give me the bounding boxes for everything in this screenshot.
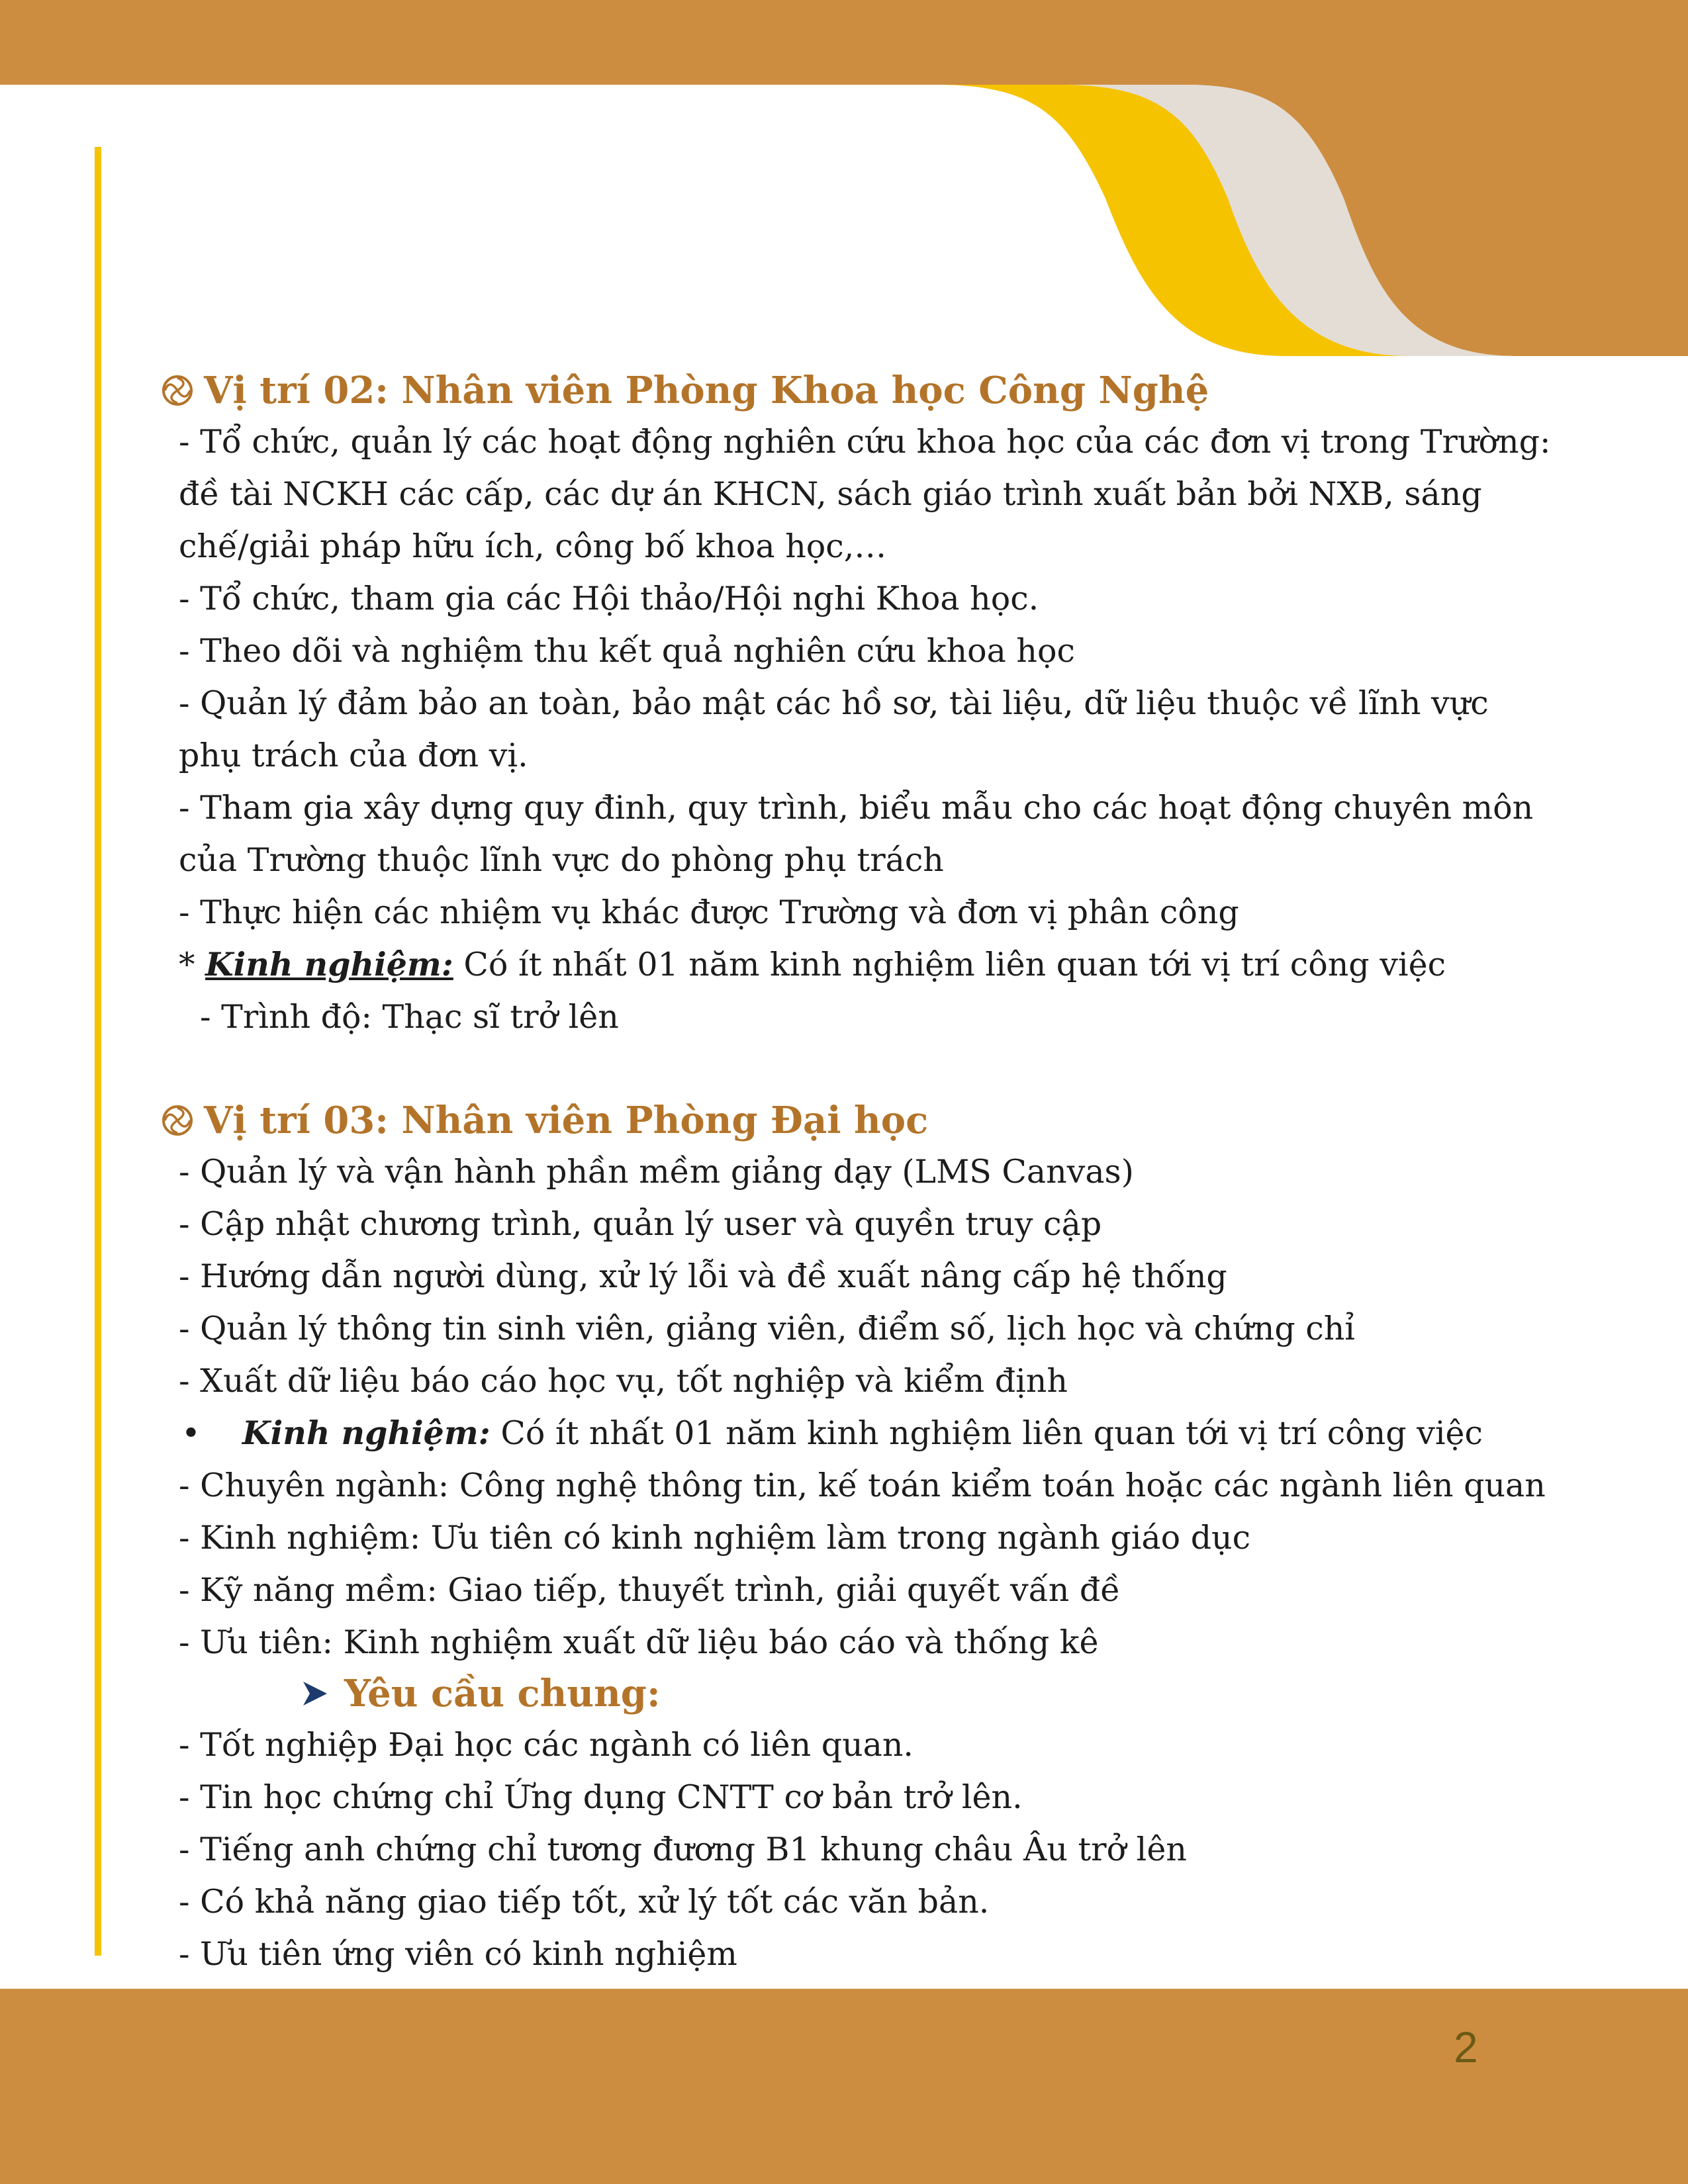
- general-requirements-heading: [162, 1668, 1552, 1719]
- position-02-duty: - Tổ chức, quản lý các hoạt động nghiên cứu khoa học của các đơn vị trong Trường: đề tài NCKH các cấp, các dự án KHCN, sách giáo trình xuất bản bởi NXB, sáng chế/giải pháp hữu ích, công bố khoa học,…: [179, 423, 1551, 565]
- experience-text: Có ít nhất 01 năm kinh nghiệm liên quan tới vị trí công việc: [490, 1414, 1483, 1452]
- position-02-duty: - Thực hiện các nhiệm vụ khác được Trường và đơn vị phân công: [179, 893, 1239, 931]
- position-02-experience: [162, 938, 1552, 991]
- position-03-requirement: - Chuyên ngành: Công nghệ thông tin, kế toán kiểm toán hoặc các ngành liên quan: [179, 1467, 1546, 1504]
- bullet-dot: •: [181, 1414, 201, 1452]
- position-02-duty: - Theo dõi và nghiệm thu kết quả nghiên cứu khoa học: [179, 632, 1075, 670]
- position-02-heading: [162, 365, 1552, 416]
- general-requirement-item: - Ưu tiên ứng viên có kinh nghiệm: [179, 1935, 737, 1973]
- general-requirement-item: - Có khả năng giao tiếp tốt, xử lý tốt các văn bản.: [179, 1883, 990, 1921]
- spacer: [162, 1043, 1552, 1095]
- position-03-duty: - Quản lý thông tin sinh viên, giảng viên, điểm số, lịch học và chứng chỉ: [179, 1310, 1355, 1347]
- swirl-icon: [162, 375, 193, 406]
- left-accent-bar: [95, 147, 101, 1956]
- position-03-heading: [162, 1095, 1552, 1146]
- main-content: [162, 365, 1552, 1980]
- general-requirements-title: Yêu cầu chung:: [344, 1672, 661, 1715]
- position-03-title: Vị trí 03: Nhân viên Phòng Đại học: [204, 1099, 929, 1142]
- position-03-duty: - Cập nhật chương trình, quản lý user và quyền truy cập: [179, 1205, 1102, 1243]
- position-03-duty: - Hướng dẫn người dùng, xử lý lỗi và đề xuất nâng cấp hệ thống: [179, 1257, 1227, 1295]
- experience-text: Có ít nhất 01 năm kinh nghiệm liên quan tới vị trí công việc: [453, 946, 1446, 983]
- position-02-duty: - Tham gia xây dựng quy đinh, quy trình, biểu mẫu cho các hoạt động chuyên môn của Trường thuộc lĩnh vực do phòng phụ trách: [179, 789, 1534, 879]
- position-03-experience: [162, 1407, 1552, 1459]
- general-requirement-item: - Tốt nghiệp Đại học các ngành có liên quan.: [179, 1726, 914, 1764]
- position-02-duty: - Quản lý đảm bảo an toàn, bảo mật các hồ sơ, tài liệu, dữ liệu thuộc về lĩnh vực phụ trách của đơn vị.: [179, 684, 1489, 774]
- general-requirement-item: - Tin học chứng chỉ Ứng dụng CNTT cơ bản trở lên.: [179, 1778, 1023, 1816]
- position-03-requirement: - Ưu tiên: Kinh nghiệm xuất dữ liệu báo cáo và thống kê: [179, 1623, 1099, 1661]
- position-02-level: - Trình độ: Thạc sĩ trở lên: [200, 998, 619, 1036]
- position-02-duty: - Tổ chức, tham gia các Hội thảo/Hội nghi Khoa học.: [179, 580, 1039, 617]
- arrow-bullet-icon: [301, 1679, 330, 1708]
- bottom-band: [0, 1989, 1688, 2184]
- page-number: 2: [1454, 2023, 1478, 2071]
- position-03-requirement: - Kỹ năng mềm: Giao tiếp, thuyết trình, giải quyết vấn đề: [179, 1571, 1121, 1609]
- position-03-requirement: - Kinh nghiệm: Ưu tiên có kinh nghiệm làm trong ngành giáo dục: [179, 1519, 1251, 1557]
- general-requirement-item: - Tiếng anh chứng chỉ tương đương B1 khung châu Âu trở lên: [179, 1831, 1187, 1868]
- position-03-duty: - Xuất dữ liệu báo cáo học vụ, tốt nghiệp và kiểm định: [179, 1362, 1068, 1400]
- experience-prefix: *: [179, 946, 206, 983]
- position-03-duty: - Quản lý và vận hành phần mềm giảng dạy (LMS Canvas): [179, 1153, 1134, 1191]
- swirl-icon: [162, 1105, 193, 1136]
- experience-label: Kinh nghiệm:: [242, 1414, 491, 1452]
- position-02-title: Vị trí 02: Nhân viên Phòng Khoa học Công Nghệ: [204, 369, 1209, 412]
- experience-label: Kinh nghiệm:: [205, 945, 453, 983]
